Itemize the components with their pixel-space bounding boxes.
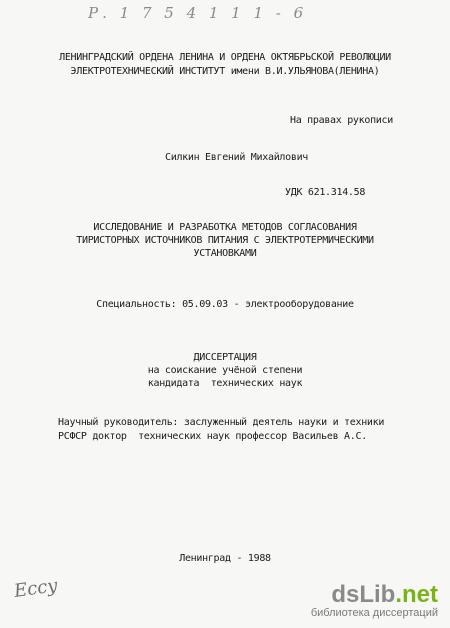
manuscript-rights-note: На правах рукописи xyxy=(290,115,393,126)
dissertation-label: ДИССЕРТАЦИЯ xyxy=(193,352,257,363)
watermark-logo-part2: .net xyxy=(395,581,438,608)
degree-line-2: кандидата технических наук xyxy=(147,378,303,389)
handwritten-archive-note: Р. 1 7 5 4 1 1 1 - 6 xyxy=(88,4,308,22)
watermark-logo-part1: dsLib xyxy=(331,581,396,608)
udc-code: УДК 621.314.58 xyxy=(285,187,366,198)
city-year: Ленинград - 1988 xyxy=(179,553,271,564)
supervisor-line-2: РСФСР доктор технических наук профессор Васильев А.С. xyxy=(58,431,367,442)
watermark xyxy=(311,583,438,620)
institution-line-2: ЭЛЕКТРОТЕХНИЧЕСКИЙ ИНСТИТУТ имени В.И.УЛЬЯНОВА(ЛЕНИНА) xyxy=(70,66,380,77)
title-line-2: ТИРИСТОРНЫХ ИСТОЧНИКОВ ПИТАНИЯ С ЭЛЕКТРОТЕРМИЧЕСКИМИ xyxy=(76,235,374,246)
author-name: Силкин Евгений Михайлович xyxy=(165,152,309,163)
specialty-line: Специальность: 05.09.03 - электрооборудование xyxy=(96,299,354,310)
supervisor-line-1: Научный руководитель: заслуженный деятель науки и техники xyxy=(58,417,385,428)
title-line-3: УСТАНОВКАМИ xyxy=(193,248,257,259)
title-line-1: ИССЛЕДОВАНИЕ И РАЗРАБОТКА МЕТОДОВ СОГЛАСОВАНИЯ xyxy=(93,222,357,233)
watermark-subtitle: библиотека диссертаций xyxy=(310,607,438,619)
watermark-logo xyxy=(311,583,438,607)
institution-line-1: ЛЕНИНГРАДСКИЙ ОРДЕНА ЛЕНИНА И ОРДЕНА ОКТЯБРЬСКОЙ РЕВОЛЮЦИИ xyxy=(59,52,391,63)
handwritten-signature: Eccy xyxy=(12,575,59,602)
degree-line-1: на соискание учёной степени xyxy=(147,365,303,376)
